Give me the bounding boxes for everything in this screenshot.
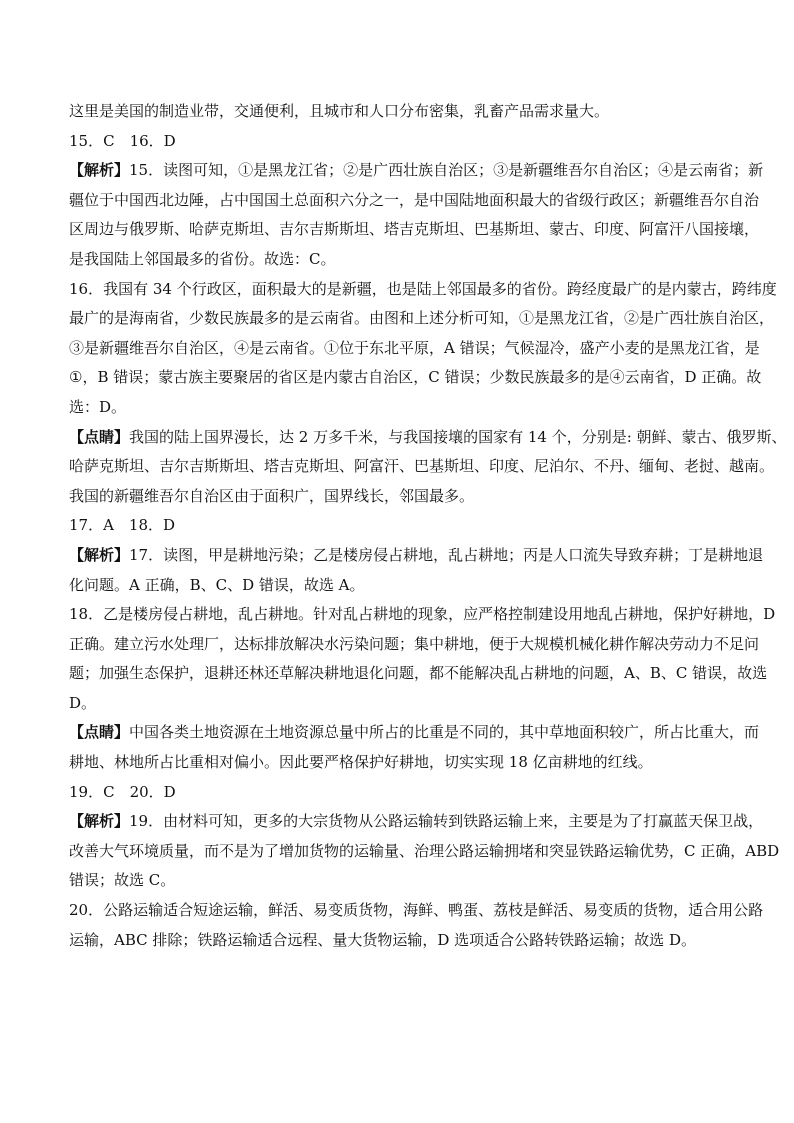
comment-line [69,423,787,453]
text-line [69,363,762,393]
text-line [69,896,764,926]
analysis-tag: 【解析】 [69,545,130,564]
line-text: 这里是美国的制造业带，交通便利，且城市和人口分布密集，乳畜产品需求量大。 [69,102,610,120]
line-text: 疆位于中国西北边陲，占中国国土总面积六分之一，是中国陆地面积最大的省级行政区；新疆维吾尔自治 [69,190,760,209]
analysis-tag: 【解析】 [69,161,130,180]
text-line [69,748,725,778]
line-text: 17．读图，甲是耕地污染；乙是楼房侵占耕地，乱占耕地；丙是人口流失导致弃耕；丁是耕地退 [129,545,764,564]
text-line [69,97,725,127]
text-line [69,837,780,867]
text-line [69,452,775,482]
line-text: 15．C 16．D [69,131,176,150]
line-text: 运输，ABC 排除；铁路运输适合远程、量大货物运输，D 选项适合公路转铁路运输；故选 D。 [69,930,696,949]
document-page [69,97,787,955]
line-text: 我国的陆上国界漫长，达 2 万多千米，与我国接壤的国家有 14 个，分别是: 朝鲜、蒙古、俄罗斯、 [129,427,787,446]
analysis-line [69,541,764,571]
comment-tag: 【点睛】 [69,427,130,446]
text-line [69,275,777,305]
answer-line [69,127,725,157]
line-text: 选：D。 [69,397,127,416]
line-text: ③是新疆维吾尔自治区，④是云南省。①位于东北平原，A 错误；气候湿冷，盛产小麦的是黑龙江省，是 [69,338,760,357]
line-text: 20．公路运输适合短途运输，鲜活、易变质货物，海鲜、鸭蛋、荔枝是鲜活、易变质的货物，适合用公路 [69,901,764,920]
text-line [69,600,776,630]
line-text: 哈萨克斯坦、吉尔吉斯斯坦、塔吉克斯坦、阿富汗、巴基斯坦、印度、尼泊尔、不丹、缅甸、老挝、越南。 [69,457,775,476]
comment-tag: 【点睛】 [69,723,130,742]
line-text: 17．A 18．D [69,516,176,535]
line-text: 耕地、林地所占比重相对偏小。因此要严格保护好耕地，切实实现 18 亿亩耕地的红线。 [69,753,653,772]
line-text: 题；加强生态保护，退耕还林还草解决耕地退化问题，都不能解决乱占耕地的问题，A、B、C 错误，故选 [69,664,768,683]
line-text: 16．我国有 34 个行政区，面积最大的是新疆，也是陆上邻国最多的省份。跨经度最广的是内蒙古，跨纬度 [69,279,777,298]
line-text: D。 [69,693,97,712]
line-text: 化问题。A 正确，B、C、D 错误，故选 A。 [69,575,365,594]
analysis-line [69,156,764,186]
line-text: 区周边与俄罗斯、哈萨克斯坦、吉尔吉斯斯坦、塔吉克斯坦、巴基斯坦、蒙古、印度、阿富汗八国接壤， [69,220,760,239]
line-text: 是我国陆上邻国最多的省份。故选：C。 [69,249,336,268]
analysis-line [69,807,764,837]
line-text: 错误；故选 C。 [69,871,176,890]
text-line [69,630,760,660]
line-text: ①，B 错误；蒙古族主要聚居的省区是内蒙古自治区，C 错误；少数民族最多的是④云南省，D 正确。故 [69,368,762,387]
text-line [69,393,725,423]
text-line [69,186,760,216]
text-line [69,926,725,956]
line-text: 19．由材料可知，更多的大宗货物从公路运输转到铁路运输上来，主要是为了打赢蓝天保卫战， [129,812,764,831]
line-text: 19．C 20．D [69,782,176,801]
text-line [69,245,725,275]
line-text: 最广的是海南省，少数民族最多的是云南省。由图和上述分析可知，①是黑龙江省，②是广西壮族自治区， [69,309,775,328]
text-line [69,215,760,245]
answer-line [69,778,725,808]
answer-line [69,511,725,541]
line-text: 18．乙是楼房侵占耕地，乱占耕地。针对乱占耕地的现象，应严格控制建设用地乱占耕地，保护好耕地，D [69,605,776,624]
text-line [69,571,725,601]
line-text: 正确。建立污水处理厂，达标排放解决水污染问题；集中耕地，便于大规模机械化耕作解决劳动力不足问 [69,634,760,653]
line-text: 中国各类土地资源在土地资源总量中所占的比重是不同的，其中草地面积较广，所占比重大，而 [129,723,760,742]
text-line [69,659,768,689]
analysis-tag: 【解析】 [69,812,130,831]
text-line [69,304,775,334]
text-line [69,866,725,896]
text-line [69,689,725,719]
comment-line [69,718,760,748]
text-line [69,334,760,364]
text-line [69,482,725,512]
line-text: 我国的新疆维吾尔自治区由于面积广，国界线长，邻国最多。 [69,486,475,505]
line-text: 改善大气环境质量，而不是为了增加货物的运输量、治理公路运输拥堵和突显铁路运输优势，C 正确，ABD [69,841,780,860]
line-text: 15．读图可知，①是黑龙江省；②是广西壮族自治区；③是新疆维吾尔自治区；④是云南省；新 [129,161,764,180]
